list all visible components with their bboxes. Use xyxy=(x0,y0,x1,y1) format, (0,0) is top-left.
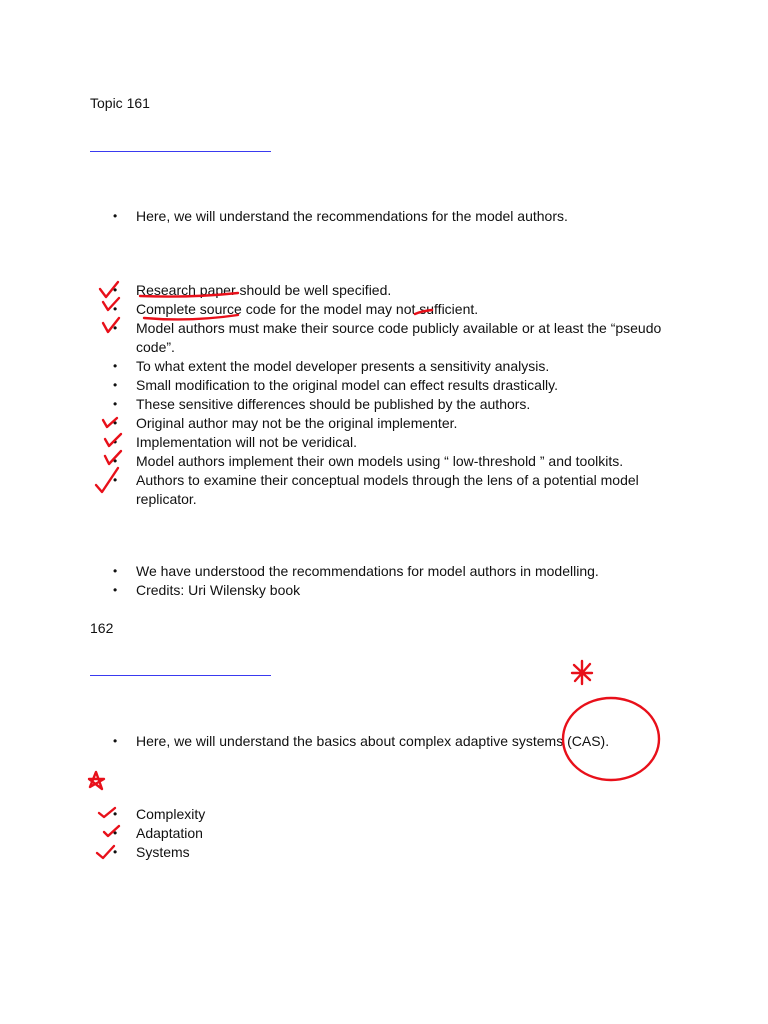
list-item xyxy=(0,562,676,581)
list-item-text: Model authors must make their source code publicly available or at least the “pseudo code”. xyxy=(136,320,662,355)
list-item-text: Authors to examine their conceptual models through the lens of a potential model replicator. xyxy=(136,472,639,507)
list-item-text: These sensitive differences should be published by the authors. xyxy=(136,396,531,412)
list-item xyxy=(0,395,676,414)
asterisk-mark-icon xyxy=(89,772,104,789)
section-161-points-list xyxy=(0,281,676,509)
bullet: • xyxy=(113,734,118,748)
bullet: • xyxy=(113,807,118,821)
list-item-text: Implementation will not be veridical. xyxy=(136,434,357,450)
list-item xyxy=(0,805,676,824)
list-item xyxy=(0,319,676,357)
list-item xyxy=(0,414,676,433)
section-162-intro-list xyxy=(0,732,676,751)
list-item-text: Systems xyxy=(136,844,190,860)
section-161-rule xyxy=(90,151,271,152)
bullet: • xyxy=(113,397,118,411)
list-item-text: Complete source code for the model may not sufficient. xyxy=(136,301,479,317)
list-item xyxy=(0,581,676,600)
bullet: • xyxy=(113,209,118,223)
bullet: • xyxy=(113,473,118,487)
list-item-text: Credits: Uri Wilensky book xyxy=(136,582,301,598)
list-item xyxy=(0,207,676,226)
list-item xyxy=(0,824,676,843)
list-item xyxy=(0,452,676,471)
bullet: • xyxy=(113,435,118,449)
bullet: • xyxy=(113,378,118,392)
list-item-text: Model authors implement their own models using “ low-threshold ” and toolkits. xyxy=(136,453,624,469)
bullet: • xyxy=(113,359,118,373)
section-162-rule xyxy=(90,675,271,676)
list-item-text: Adaptation xyxy=(136,825,203,841)
section-161-intro-list xyxy=(0,207,676,226)
bullet: • xyxy=(113,564,118,578)
star-icon xyxy=(572,661,592,684)
list-item xyxy=(0,357,676,376)
bullet: • xyxy=(113,321,118,335)
bullet: • xyxy=(113,416,118,430)
list-item-text: Complexity xyxy=(136,806,206,822)
list-item xyxy=(0,300,676,319)
bullet: • xyxy=(113,826,118,840)
bullet: • xyxy=(113,845,118,859)
list-item-text: Small modification to the original model can effect results drastically. xyxy=(136,377,559,393)
bullet: • xyxy=(113,283,118,297)
section-162-points-list xyxy=(0,805,676,862)
list-item xyxy=(0,433,676,452)
list-item-text: Original author may not be the original implementer. xyxy=(136,415,458,431)
list-item-text: Here, we will understand the recommendations for the model authors. xyxy=(136,208,568,224)
list-item-text: Research paper should be well specified. xyxy=(136,282,392,298)
list-item xyxy=(0,471,676,509)
list-item xyxy=(0,281,676,300)
list-item xyxy=(0,843,676,862)
bullet: • xyxy=(113,454,118,468)
bullet: • xyxy=(113,302,118,316)
list-item xyxy=(0,376,676,395)
section-162-heading: 162 xyxy=(90,620,114,636)
list-item-text: Here, we will understand the basics about complex adaptive systems (CAS). xyxy=(136,733,610,749)
list-item xyxy=(0,732,676,751)
section-161-summary-list xyxy=(0,562,676,600)
list-item-text: We have understood the recommendations for model authors in modelling. xyxy=(136,563,599,579)
list-item-text: To what extent the model developer presents a sensitivity analysis. xyxy=(136,358,550,374)
bullet: • xyxy=(113,583,118,597)
section-161-heading: Topic 161 xyxy=(90,95,150,111)
